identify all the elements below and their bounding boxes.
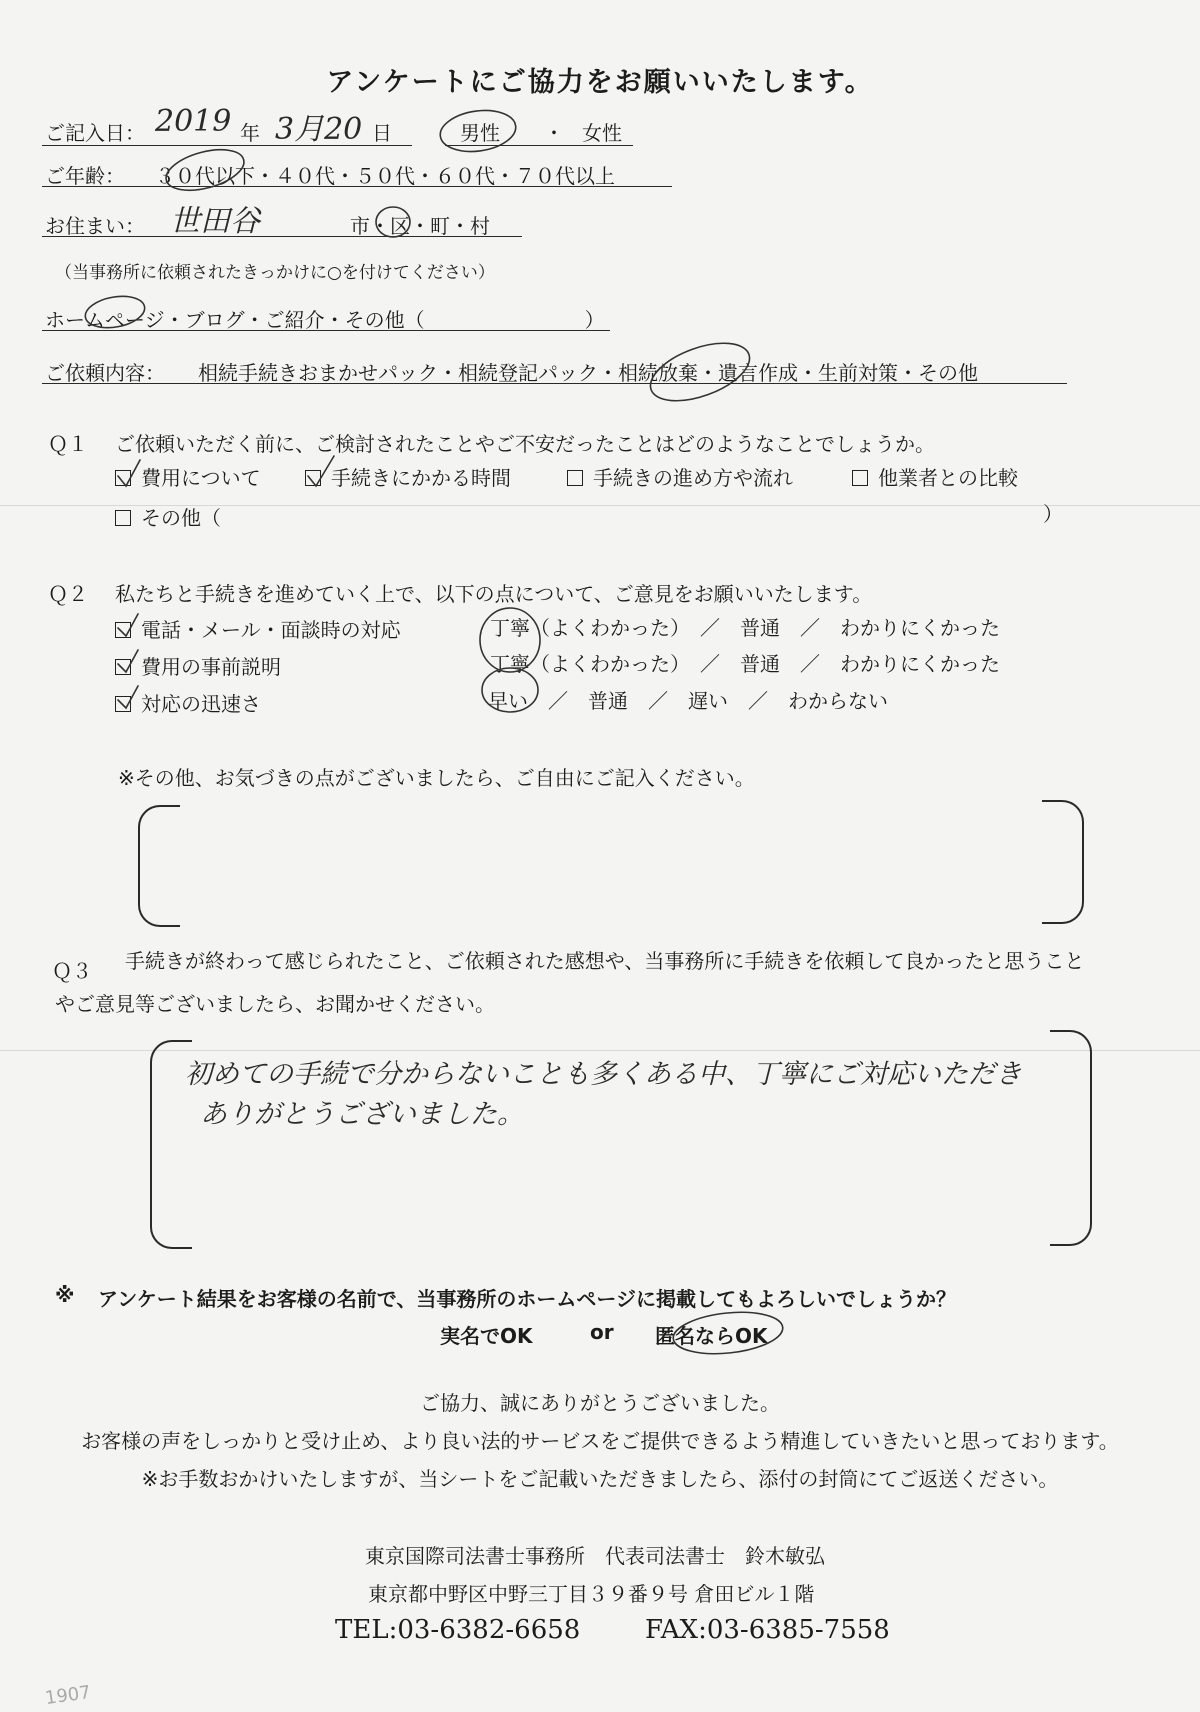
publish-anonymous-option[interactable]: 匿名ならOK bbox=[655, 1324, 768, 1348]
entry-month-day-value[interactable]: 3月20 bbox=[275, 112, 363, 147]
q2-free-comment-note: ※その他、お気づきの点がございましたら、ご自由にご記入ください。 bbox=[118, 766, 755, 790]
q1-other-close-paren: ） bbox=[1043, 502, 1063, 526]
q3-question-line2: やご意見等ございましたら、お聞かせください。 bbox=[55, 992, 495, 1016]
check-mark-cost bbox=[118, 460, 140, 486]
publish-mark: ※ bbox=[55, 1283, 75, 1307]
publish-or: or bbox=[590, 1320, 614, 1344]
q1-option-comparison[interactable]: 他業者との比較 bbox=[852, 462, 1018, 491]
gender-female[interactable]: 女性 bbox=[582, 121, 622, 145]
q1-question: ご依頼いただく前に、ご検討されたことやご不安だったことはどのようなことでしょうか。 bbox=[115, 432, 935, 456]
q1-option-cost[interactable]: 費用について bbox=[115, 462, 261, 491]
page-title: アンケートにご協力をお願いいたします。 bbox=[326, 67, 874, 98]
q2-number: Ｑ２ bbox=[48, 582, 88, 606]
entry-year-value[interactable]: 2019 bbox=[155, 104, 232, 139]
footer-tel: TEL:03-6382-6658 bbox=[335, 1615, 581, 1645]
circle-mark-male bbox=[438, 106, 519, 156]
circle-mark-anonymous bbox=[671, 1307, 785, 1358]
request-options[interactable]: 相続手続きおまかせパック・相続登記パック・相続放棄・遺言作成・生前対策・その他 bbox=[198, 361, 978, 385]
gender-male[interactable]: 男性 bbox=[460, 121, 500, 145]
circle-mark-age bbox=[162, 142, 249, 197]
circle-mark-homepage bbox=[83, 292, 147, 332]
circle-mark-polite bbox=[480, 608, 540, 672]
q2-item-speed[interactable]: 対応の迅速さ bbox=[115, 688, 261, 717]
publish-real-name-option[interactable]: 実名でOK bbox=[440, 1324, 533, 1348]
q2-scale-communication[interactable]: 丁寧（よくわかった） ／ 普通 ／ わかりにくかった bbox=[490, 616, 1000, 640]
q2-item-cost-explanation[interactable]: 費用の事前説明 bbox=[115, 651, 281, 680]
q1-option-other[interactable]: その他（ bbox=[115, 502, 221, 531]
residence-options[interactable]: 市・区・町・村 bbox=[350, 214, 490, 238]
gender-separator: ・ bbox=[544, 121, 564, 145]
q3-answer-line2[interactable]: ありがとうございました。 bbox=[200, 1099, 524, 1130]
trigger-options[interactable]: ホームページ・ブログ・ご紹介・その他（ ） bbox=[45, 308, 605, 332]
q1-option-time[interactable]: 手続きにかかる時間 bbox=[305, 462, 511, 491]
closing-thanks: ご協力、誠にありがとうございました。 bbox=[420, 1391, 780, 1415]
check-mark-cost-explanation bbox=[118, 650, 138, 672]
entry-date-label: ご記入日： bbox=[45, 121, 145, 145]
closing-line3: ※お手数おかけいたしますが、当シートをご記載いただきましたら、添付の封筒にてご返送ください。 bbox=[141, 1467, 1059, 1491]
entry-day-unit: 日 bbox=[372, 121, 392, 145]
footer-fax: FAX:03-6385-7558 bbox=[645, 1615, 890, 1645]
check-mark-speed bbox=[118, 686, 138, 708]
request-label: ご依頼内容： bbox=[45, 361, 165, 385]
q2-scale-cost-explanation[interactable]: 丁寧（よくわかった） ／ 普通 ／ わかりにくかった bbox=[490, 652, 1000, 676]
q1-option-process[interactable]: 手続きの進め方や流れ bbox=[567, 462, 793, 491]
age-options[interactable]: ３０代以下・４０代・５０代・６０代・７０代以上 bbox=[155, 164, 615, 188]
circle-mark-fast bbox=[482, 668, 538, 712]
closing-line2: お客様の声をしっかりと受け止め、より良い法的サービスをご提供できるよう精進していきたいと思っております。 bbox=[81, 1429, 1119, 1453]
residence-value[interactable]: 世田谷 bbox=[170, 204, 260, 239]
check-mark-communication bbox=[118, 614, 138, 636]
check-mark-time bbox=[308, 456, 334, 486]
q3-number: Ｑ３ bbox=[52, 959, 92, 983]
age-label: ご年齢： bbox=[45, 164, 125, 188]
publish-question: アンケート結果をお客様の名前で、当事務所のホームページに掲載してもよろしいでしょうか？ bbox=[98, 1287, 956, 1311]
q3-answer-line1[interactable]: 初めての手続で分からないことも多くある中、丁寧にご対応いただき bbox=[185, 1059, 1022, 1090]
q2-scale-speed[interactable]: 早い ／ 普通 ／ 遅い ／ わからない bbox=[488, 689, 888, 713]
q2-item-communication[interactable]: 電話・メール・面談時の対応 bbox=[115, 614, 401, 643]
circle-mark-renunciation bbox=[643, 332, 757, 413]
residence-label: お住まい： bbox=[45, 214, 145, 238]
trigger-note: （当事務所に依頼されたきっかけに○を付けてください） bbox=[55, 263, 495, 283]
stamp-number: 1907 bbox=[43, 1681, 93, 1710]
q3-question-line1: 手続きが終わって感じられたこと、ご依頼された感想や、当事務所に手続きを依頼して良かったと思うこと bbox=[125, 949, 1085, 973]
q1-number: Ｑ１ bbox=[48, 432, 88, 456]
circle-mark-ward bbox=[376, 207, 410, 237]
entry-year-unit: 年 bbox=[240, 121, 260, 145]
footer-address: 東京都中野区中野三丁目３９番９号 倉田ビル１階 bbox=[368, 1582, 815, 1606]
footer-office: 東京国際司法書士事務所 代表司法書士 鈴木敏弘 bbox=[365, 1544, 825, 1568]
q2-question: 私たちと手続きを進めていく上で、以下の点について、ご意見をお願いいたします。 bbox=[115, 582, 873, 606]
